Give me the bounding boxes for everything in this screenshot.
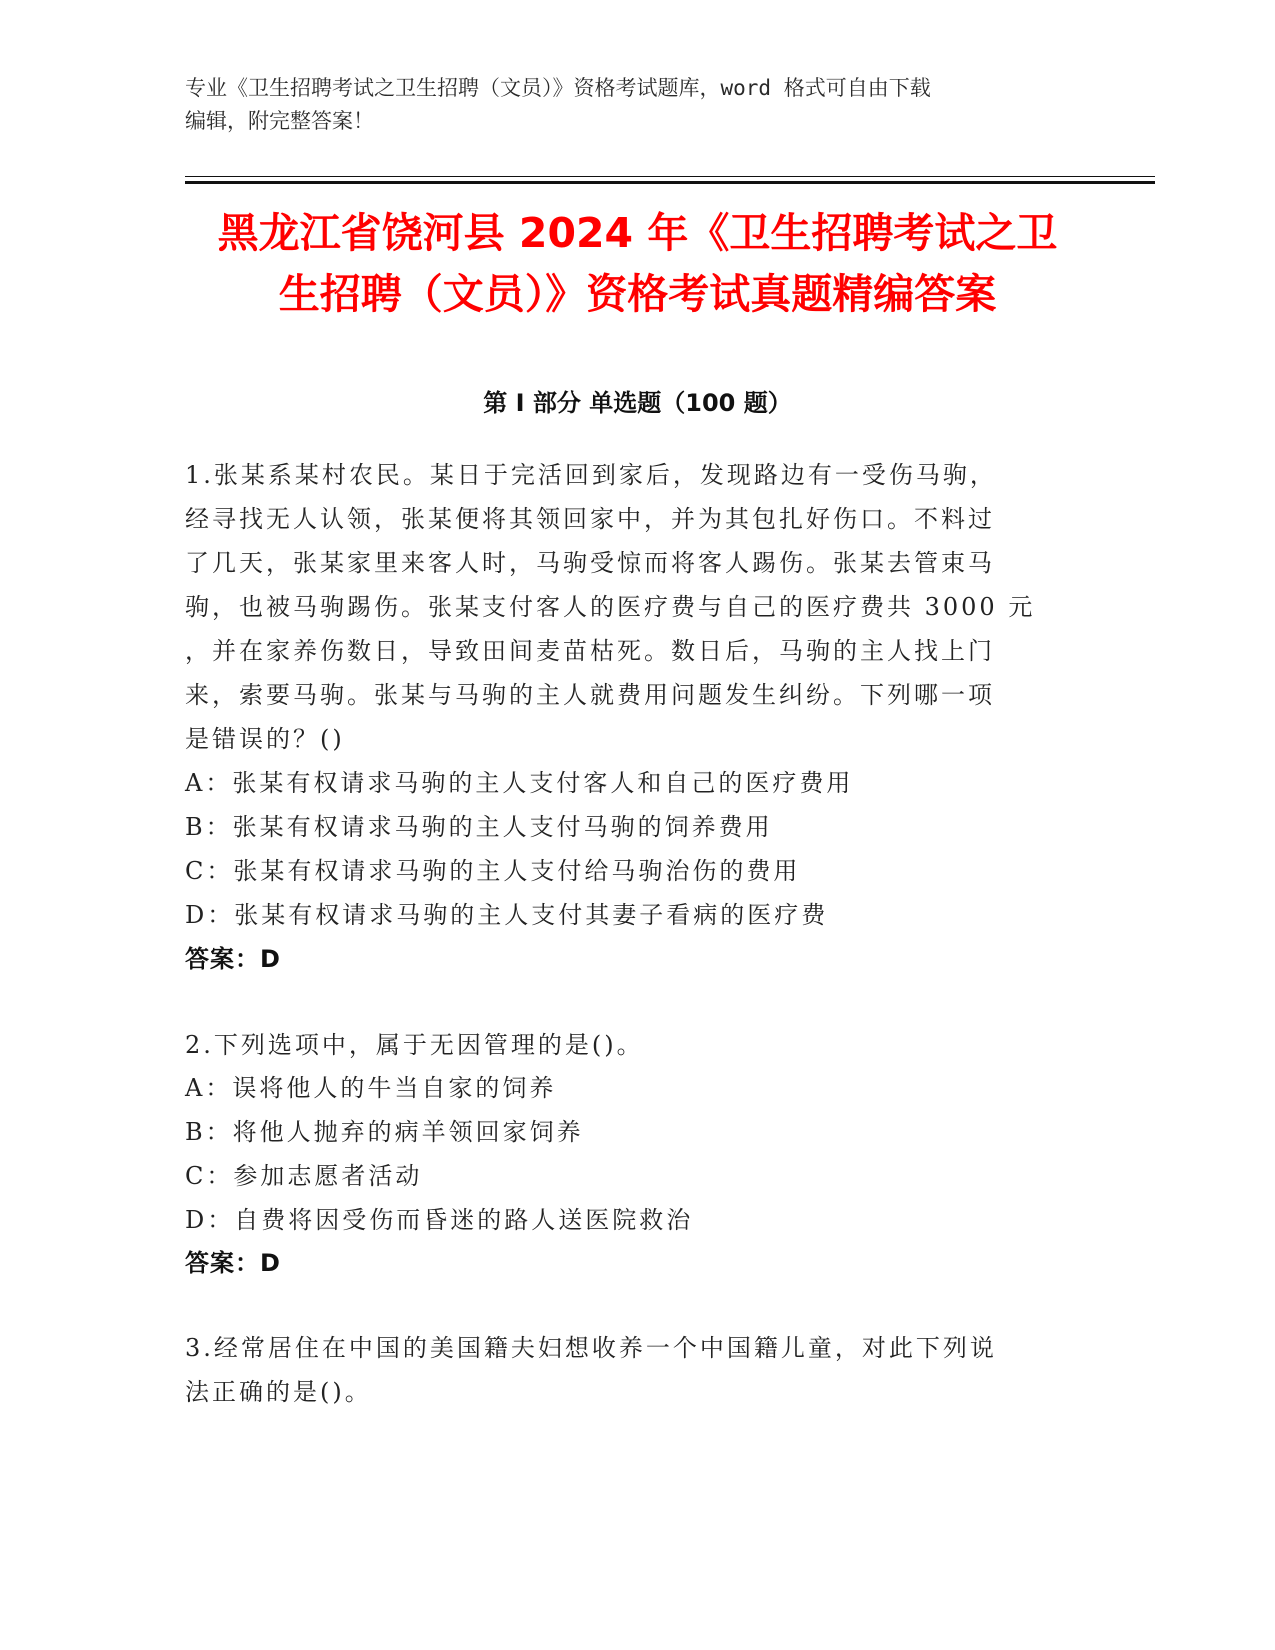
document-title [160, 203, 1115, 325]
question-1-option-a: A：张某有权请求马驹的主人支付客人和自己的医疗费用 [185, 769, 854, 797]
header-divider-thick [185, 181, 1155, 184]
question-2-text [185, 1023, 1055, 1067]
question-1-answer: 答案：D [185, 945, 281, 973]
question-1-text [185, 453, 1055, 761]
document-title-line-2: 生招聘（文员）》资格考试真题精编答案 [278, 270, 997, 318]
question-1-line: 是错误的？() [185, 725, 345, 753]
question-3-text [185, 1326, 1055, 1414]
question-1-line: 了几天，张某家里来客人时，马驹受惊而将客人踢伤。张某去管束马 [185, 549, 995, 577]
question-1-line: 1.张某系某村农民。某日于完活回到家后，发现路边有一受伤马驹， [185, 461, 997, 489]
question-1-option-c: C：张某有权请求马驹的主人支付给马驹治伤的费用 [185, 857, 801, 885]
question-1-line: ，并在家养伤数日，导致田间麦苗枯死。数日后，马驹的主人找上门 [185, 637, 995, 665]
question-2-answer: 答案：D [185, 1249, 281, 1277]
question-2-option-d: D：自费将因受伤而昏迷的路人送医院救治 [185, 1206, 694, 1234]
question-1-line: 经寻找无人认领，张某便将其领回家中，并为其包扎好伤口。不料过 [185, 505, 995, 533]
question-1-line: 驹，也被马驹踢伤。张某支付客人的医疗费与自己的医疗费共 3000 元 [185, 593, 1036, 621]
header-note [185, 72, 1065, 138]
question-2-option-b: B：将他人抛弃的病羊领回家饲养 [185, 1118, 584, 1146]
document-title-line-1: 黑龙江省饶河县 2024 年《卫生招聘考试之卫 [217, 209, 1058, 257]
question-2-line: 2.下列选项中，属于无因管理的是()。 [185, 1031, 644, 1059]
question-1-option-d: D：张某有权请求马驹的主人支付其妻子看病的医疗费 [185, 901, 829, 929]
question-3-line: 3.经常居住在中国的美国籍夫妇想收养一个中国籍儿童，对此下列说 [185, 1334, 997, 1362]
header-note-line-2: 编辑，附完整答案！ [185, 109, 374, 133]
header-note-line-1: 专业《卫生招聘考试之卫生招聘（文员）》资格考试题库，word 格式可自由下载 [185, 76, 931, 100]
section-heading: 第 I 部分 单选题（100 题） [483, 389, 792, 417]
question-2-option-a: A：误将他人的牛当自家的饲养 [185, 1074, 557, 1102]
question-1-line: 来，索要马驹。张某与马驹的主人就费用问题发生纠纷。下列哪一项 [185, 681, 995, 709]
question-1-option-b: B：张某有权请求马驹的主人支付马驹的饲养费用 [185, 813, 773, 841]
question-3-line: 法正确的是()。 [185, 1378, 372, 1406]
question-2-option-c: C：参加志愿者活动 [185, 1162, 423, 1190]
header-divider-thin [185, 176, 1155, 177]
